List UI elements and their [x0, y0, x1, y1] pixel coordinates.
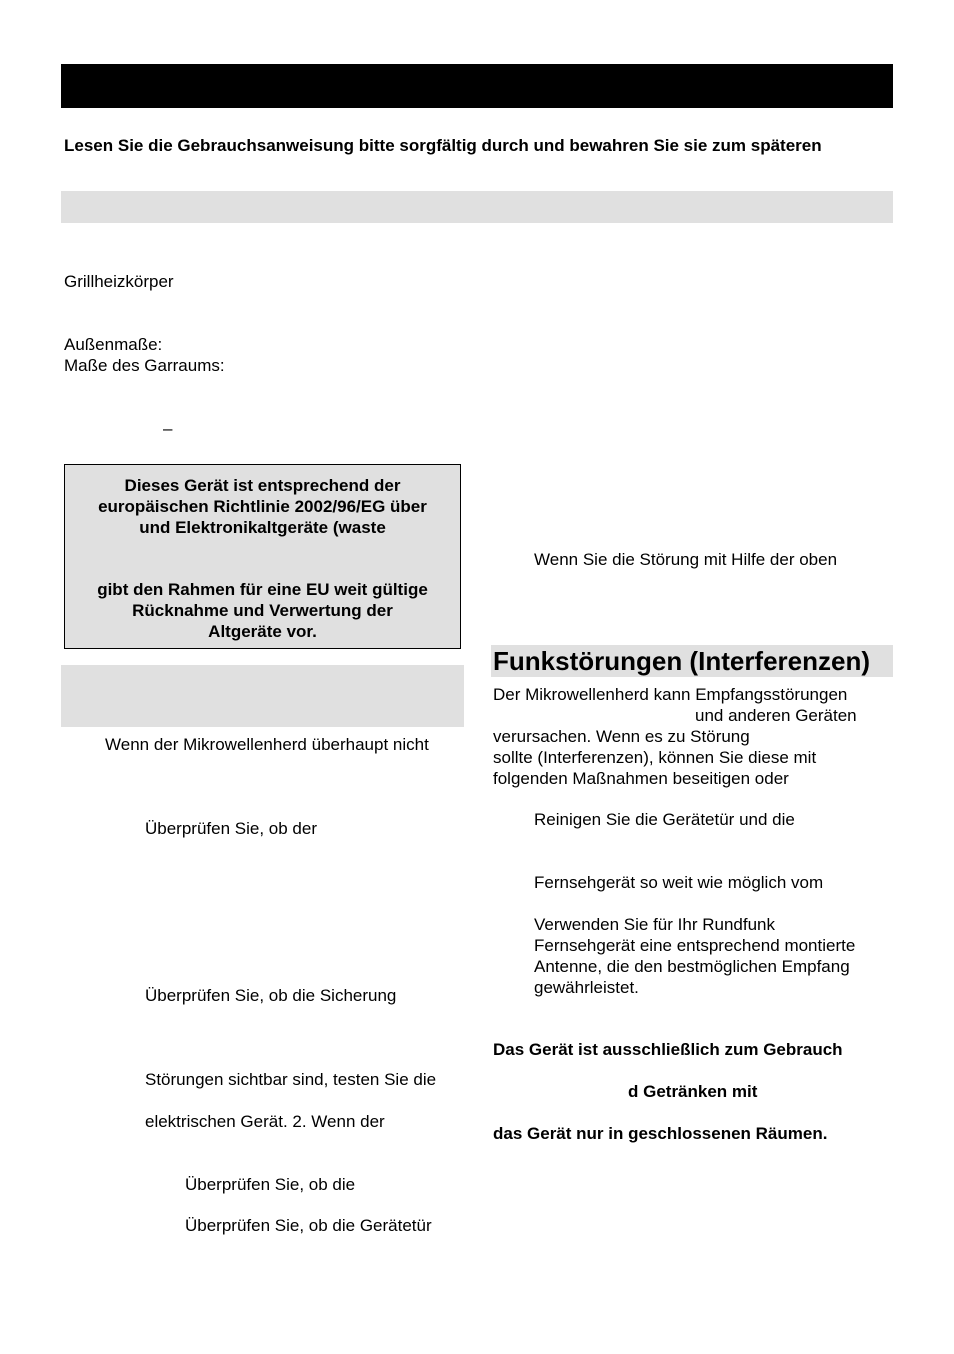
spec-dash: –	[163, 419, 173, 438]
header-bar	[61, 64, 893, 108]
paragraph-line: Der Mikrowellenherd kann Empfangsstörungen	[493, 685, 848, 704]
troubleshooting-text: elektrischen Gerät. 2. Wenn der	[145, 1112, 385, 1131]
troubleshooting-text: Überprüfen Sie, ob die Sicherung	[145, 986, 397, 1005]
measure-item: Antenne, die den bestmöglichen Empfang	[534, 957, 850, 976]
intro-text: Lesen Sie die Gebrauchsanweisung bitte sorgfältig durch und bewahren Sie sie zum späteren	[64, 136, 822, 155]
troubleshooting-text: Überprüfen Sie, ob der	[145, 819, 317, 838]
disturbance-text: Wenn Sie die Störung mit Hilfe der oben	[534, 550, 838, 569]
spec-outer-dimensions: Außenmaße:	[64, 335, 163, 354]
usage-note: Das Gerät ist ausschließlich zum Gebrauch	[493, 1040, 843, 1059]
section-bar-troubleshooting	[61, 665, 464, 727]
troubleshooting-text: Überprüfen Sie, ob die	[185, 1175, 356, 1194]
notice-line: und Elektronikaltgeräte (waste	[139, 518, 386, 537]
usage-note: d Getränken mit	[628, 1082, 758, 1101]
measure-item: Fernsehgerät eine entsprechend montierte	[534, 936, 856, 955]
paragraph-line: verursachen. Wenn es zu Störung	[493, 727, 750, 746]
troubleshooting-text: Störungen sichtbar sind, testen Sie die	[145, 1070, 437, 1089]
troubleshooting-text: Überprüfen Sie, ob die Gerätetür	[185, 1216, 432, 1235]
paragraph-line: sollte (Interferenzen), können Sie diese mit	[493, 748, 817, 767]
usage-note: das Gerät nur in geschlossenen Räumen.	[493, 1124, 828, 1143]
paragraph-line: und anderen Geräten	[695, 706, 857, 725]
notice-line: Altgeräte vor.	[208, 622, 317, 641]
section-heading-radio-interference: Funkstörungen (Interferenzen)	[493, 646, 871, 676]
weee-notice-box	[64, 464, 461, 649]
spec-cavity-dimensions: Maße des Garraums:	[64, 356, 225, 375]
notice-line: europäischen Richtlinie 2002/96/EG über	[98, 497, 427, 516]
measure-item: Verwenden Sie für Ihr Rundfunk	[534, 915, 775, 934]
notice-line: Dieses Gerät ist entsprechend der	[124, 476, 401, 495]
paragraph-line: folgenden Maßnahmen beseitigen oder	[493, 769, 789, 788]
spec-grill-heater: Grillheizkörper	[64, 272, 174, 291]
measure-item: Reinigen Sie die Gerätetür und die	[534, 810, 795, 829]
section-bar-specifications	[61, 191, 893, 223]
troubleshooting-text: Wenn der Mikrowellenherd überhaupt nicht	[105, 735, 429, 754]
notice-line: Rücknahme und Verwertung der	[132, 601, 393, 620]
measure-item: gewährleistet.	[534, 978, 639, 997]
measure-item: Fernsehgerät so weit wie möglich vom	[534, 873, 824, 892]
notice-line: gibt den Rahmen für eine EU weit gültige	[97, 580, 428, 599]
